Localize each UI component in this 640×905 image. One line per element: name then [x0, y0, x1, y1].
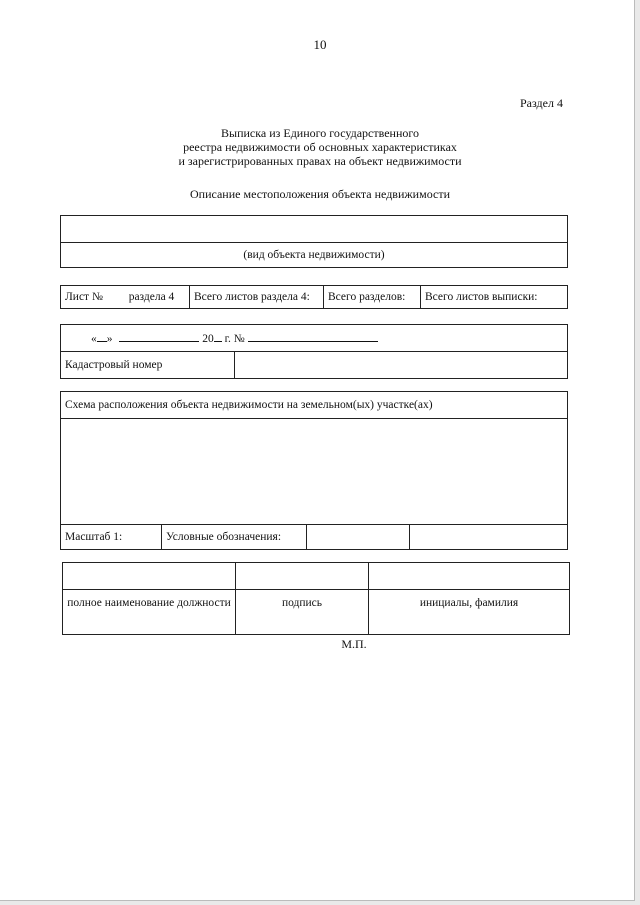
cadastral-label: Кадастровый номер [61, 352, 235, 379]
sheet-number-label: Лист № [65, 291, 103, 303]
scheme-table [60, 391, 568, 550]
document-subtitle: Описание местоположения объекта недвижимости [190, 187, 450, 201]
title-line-1: Выписка из Единого государственного [221, 126, 419, 140]
day-blank[interactable] [97, 331, 107, 342]
page-number: 10 [313, 37, 327, 52]
legend-label: Условные обозначения: [162, 525, 307, 550]
legend-cell-1[interactable] [307, 525, 410, 550]
stamp-label: М.П. [341, 637, 367, 651]
name-label: инициалы, фамилия [369, 590, 570, 635]
object-type-label: (вид объекта недвижимости) [61, 243, 568, 268]
legend-cell-2[interactable] [410, 525, 568, 550]
quote-close: » [106, 333, 113, 345]
number-blank[interactable] [248, 331, 378, 342]
section-reference: раздела 4 [128, 291, 175, 303]
object-type-table [60, 215, 568, 268]
date-cadastral-table [60, 324, 568, 379]
scheme-drawing-area[interactable] [61, 419, 568, 525]
signature-field[interactable] [236, 563, 369, 590]
sheet-number-cell[interactable] [61, 286, 190, 309]
signature-table [62, 562, 570, 635]
quote-open: « [91, 333, 97, 345]
month-blank[interactable] [119, 331, 199, 342]
section-label: Раздел 4 [520, 96, 563, 110]
sheets-info-table [60, 285, 568, 309]
year-prefix: 20 [202, 333, 214, 345]
scheme-header: Схема расположения объекта недвижимости на земельном(ых) участке(ах) [61, 392, 568, 419]
year-blank[interactable] [214, 331, 222, 342]
title-line-2: реестра недвижимости об основных характеристиках [183, 140, 457, 154]
total-sections-cell[interactable]: Всего разделов: [324, 286, 421, 309]
name-field[interactable] [369, 563, 570, 590]
cadastral-value[interactable] [235, 352, 568, 379]
position-label: полное наименование должности [63, 590, 236, 635]
scale-label: Масштаб 1: [61, 525, 162, 550]
position-field[interactable] [63, 563, 236, 590]
title-line-3: и зарегистрированных правах на объект недвижимости [178, 154, 462, 168]
signature-label: подпись [236, 590, 369, 635]
date-number-cell[interactable] [61, 325, 568, 352]
total-sheets-section-cell[interactable]: Всего листов раздела 4: [190, 286, 324, 309]
number-prefix: г. № [224, 333, 245, 345]
object-type-field[interactable] [61, 216, 568, 243]
document-title [120, 126, 520, 168]
total-sheets-extract-cell[interactable]: Всего листов выписки: [421, 286, 568, 309]
